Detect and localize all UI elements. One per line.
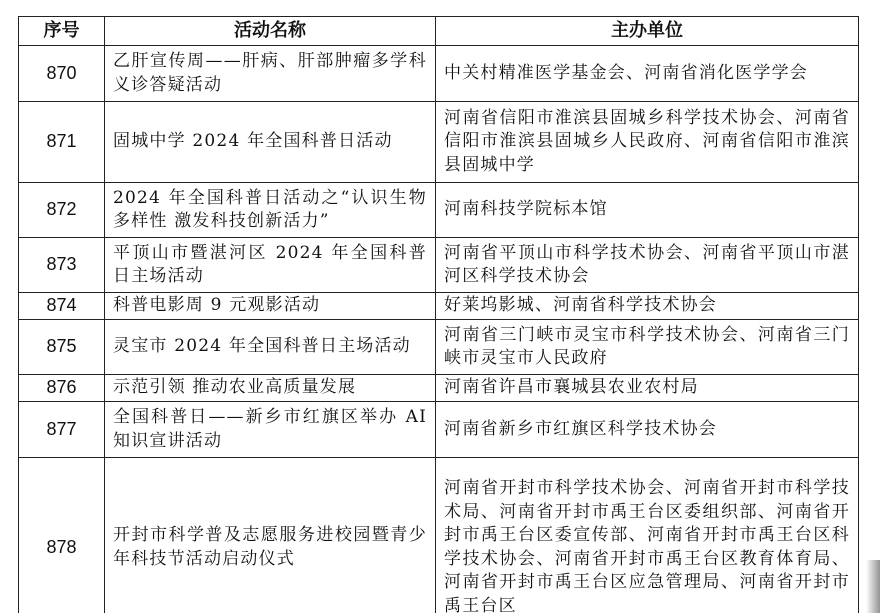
row-activity: 科普电影周 9 元观影活动 (105, 293, 436, 320)
row-organizer: 河南省新乡市红旗区科学技术协会 (436, 402, 859, 458)
row-organizer: 好莱坞影城、河南省科学技术协会 (436, 293, 859, 320)
row-activity: 灵宝市 2024 年全国科普日主场活动 (105, 320, 436, 375)
row-organizer: 中关村精准医学基金会、河南省消化医学学会 (436, 46, 859, 102)
row-activity: 平顶山市暨湛河区 2024 年全国科普日主场活动 (105, 238, 436, 293)
row-activity: 2024 年全国科普日活动之“认识生物多样性 激发科技创新活力” (105, 183, 436, 238)
header-activity: 活动名称 (105, 17, 436, 46)
table-row (19, 402, 859, 458)
row-index: 878 (19, 458, 105, 613)
table-row (19, 183, 859, 238)
page-edge-shadow (866, 560, 880, 613)
row-index: 873 (19, 238, 105, 293)
header-index: 序号 (19, 17, 105, 46)
row-index: 870 (19, 46, 105, 102)
row-index: 871 (19, 102, 105, 183)
header-organizer: 主办单位 (436, 17, 859, 46)
table-row (19, 46, 859, 102)
row-activity: 固城中学 2024 年全国科普日活动 (105, 102, 436, 183)
row-organizer: 河南省三门峡市灵宝市科学技术协会、河南省三门峡市灵宝市人民政府 (436, 320, 859, 375)
table-row (19, 238, 859, 293)
table-row (19, 375, 859, 402)
row-activity: 示范引领 推动农业高质量发展 (105, 375, 436, 402)
table-row (19, 458, 859, 613)
table-row (19, 320, 859, 375)
row-organizer: 河南省平顶山市科学技术协会、河南省平顶山市湛河区科学技术协会 (436, 238, 859, 293)
row-index: 875 (19, 320, 105, 375)
activity-table (18, 16, 859, 613)
table-row (19, 293, 859, 320)
row-index: 876 (19, 375, 105, 402)
row-activity: 开封市科学普及志愿服务进校园暨青少年科技节活动启动仪式 (105, 458, 436, 613)
row-index: 874 (19, 293, 105, 320)
row-organizer: 河南省开封市科学技术协会、河南省开封市科学技术局、河南省开封市禹王台区委组织部、河南省开封市禹王台区委宣传部、河南省开封市禹王台区科学技术协会、河南省开封市禹王台区教育体育局、河南省开封市禹王台区应急管理局、河南省开封市禹王台区 (436, 458, 859, 613)
row-activity: 全国科普日——新乡市红旗区举办 AI 知识宣讲活动 (105, 402, 436, 458)
row-organizer: 河南省信阳市淮滨县固城乡科学技术协会、河南省信阳市淮滨县固城乡人民政府、河南省信阳市淮滨县固城中学 (436, 102, 859, 183)
row-index: 872 (19, 183, 105, 238)
row-index: 877 (19, 402, 105, 458)
header-row (19, 17, 859, 46)
row-organizer: 河南科技学院标本馆 (436, 183, 859, 238)
row-activity: 乙肝宣传周——肝病、肝部肿瘤多学科义诊答疑活动 (105, 46, 436, 102)
table-row (19, 102, 859, 183)
row-organizer: 河南省许昌市襄城县农业农村局 (436, 375, 859, 402)
